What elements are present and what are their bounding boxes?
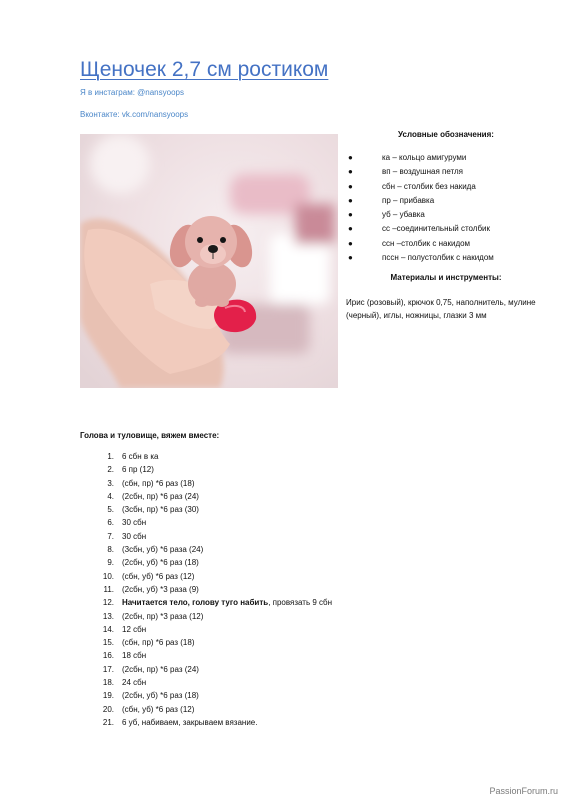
step-text: 30 сбн <box>122 531 147 541</box>
bullet-icon: ● <box>348 224 353 234</box>
step-text: (3сбн, пр) *6 раз (30) <box>122 505 199 515</box>
legend-item <box>346 194 546 208</box>
legend-item <box>346 151 546 165</box>
legend-item <box>346 208 546 222</box>
step-text: (2сбн, пр) *6 раз (24) <box>122 664 199 674</box>
step-text: 12 сбн <box>122 624 147 634</box>
instruction-step <box>96 649 332 662</box>
materials-heading: Материалы и инструменты: <box>390 273 502 283</box>
instruction-step <box>96 570 332 583</box>
step-number: 3. <box>107 478 114 488</box>
instruction-step <box>96 543 332 556</box>
instruction-step <box>96 463 332 476</box>
page-title[interactable]: Щеночек 2,7 см ростиком <box>80 58 329 81</box>
step-number: 2. <box>107 465 114 475</box>
step-text: (сбн, пр) *6 раз (18) <box>122 638 195 648</box>
step-number: 10. <box>102 571 114 581</box>
step-number: 1. <box>107 452 114 461</box>
instruction-step <box>96 516 332 529</box>
legend-item-text: пссн – полустолбик с накидом <box>382 253 494 263</box>
instruction-step <box>96 450 332 463</box>
step-text: (2сбн, уб) *6 раз (18) <box>122 691 199 701</box>
instruction-step <box>96 596 332 609</box>
legend-item-text: ссн –столбик с накидом <box>382 238 471 248</box>
instruction-step <box>96 503 332 516</box>
legend-item-text: пр – прибавка <box>382 195 435 205</box>
step-text: 6 сбн в ка <box>122 452 159 461</box>
step-number: 21. <box>102 717 114 727</box>
instruction-step <box>96 530 332 543</box>
step-text: 18 сбн <box>122 651 147 661</box>
bullet-icon: ● <box>348 210 353 220</box>
instruction-step <box>96 636 332 649</box>
bullet-icon: ● <box>348 253 353 263</box>
step-number: 15. <box>102 638 114 648</box>
instruction-step <box>96 663 332 676</box>
step-text: (сбн, уб) *6 раз (12) <box>122 704 195 714</box>
step-text: 6 пр (12) <box>122 465 154 475</box>
legend-item <box>346 222 546 236</box>
step-text: (2сбн, уб) *6 раз (18) <box>122 558 199 568</box>
step-number: 12. <box>102 598 114 608</box>
step-emphasis: Начитается тело, голову туго набить <box>122 598 269 608</box>
step-number: 6. <box>107 518 114 528</box>
legend-item-text: вп – воздушная петля <box>382 167 463 177</box>
step-number: 5. <box>107 505 114 515</box>
step-text: (сбн, пр) *6 раз (18) <box>122 478 195 488</box>
watermark: PassionForum.ru <box>489 786 558 796</box>
step-text: 30 сбн <box>122 518 147 528</box>
step-number: 13. <box>102 611 114 621</box>
instruction-step <box>96 556 332 569</box>
legend-item-text: уб – убавка <box>382 210 425 220</box>
legend-list <box>346 151 546 265</box>
step-text: (2сбн, пр) *3 раза (12) <box>122 611 204 621</box>
bullet-icon: ● <box>348 167 353 177</box>
step-number: 14. <box>102 624 114 634</box>
instruction-step <box>96 689 332 702</box>
step-number: 9. <box>107 558 114 568</box>
instruction-step <box>96 583 332 596</box>
legend-item-text: сс –соединительный столбик <box>382 224 491 234</box>
legend-heading: Условные обозначения: <box>398 130 494 139</box>
legend-item <box>346 180 546 194</box>
instruction-step <box>96 623 332 636</box>
step-number: 20. <box>102 704 114 714</box>
bullet-icon: ● <box>348 181 353 191</box>
step-text: (3сбн, уб) *6 раза (24) <box>122 545 204 555</box>
legend-item <box>346 165 546 179</box>
step-number: 7. <box>107 531 114 541</box>
step-number: 4. <box>107 491 114 501</box>
legend-item-text: ка – кольцо амигуруми <box>382 153 467 162</box>
puppy-photo <box>80 134 338 388</box>
step-number: 16. <box>102 651 114 661</box>
legend-item <box>346 251 546 265</box>
legend-item <box>346 237 546 251</box>
step-text: 6 уб, набиваем, закрываем вязание. <box>122 717 258 727</box>
step-number: 8. <box>107 545 114 555</box>
instagram-link[interactable]: Я в инстаграм: @nansyoops <box>80 88 184 97</box>
instruction-step <box>96 676 332 689</box>
step-text: , провязать 9 сбн <box>268 598 333 608</box>
instructions-list <box>96 450 332 729</box>
step-text: 24 сбн <box>122 678 147 688</box>
puppy-photo-illustration <box>80 134 338 388</box>
step-text: (2сбн, пр) *6 раз (24) <box>122 491 199 501</box>
instruction-step <box>96 716 332 729</box>
step-number: 18. <box>102 678 114 688</box>
instruction-step <box>96 477 332 490</box>
legend-panel <box>346 130 546 322</box>
instruction-step <box>96 703 332 716</box>
vk-link[interactable]: Вконтакте: vk.com/nansyoops <box>80 110 189 119</box>
instruction-step <box>96 610 332 623</box>
instructions-heading: Голова и туловище, вяжем вместе: <box>80 431 220 440</box>
step-number: 19. <box>102 691 114 701</box>
instruction-step <box>96 490 332 503</box>
step-number: 11. <box>103 584 114 594</box>
bullet-icon: ● <box>348 153 353 162</box>
bullet-icon: ● <box>348 195 353 205</box>
step-text: (2сбн, уб) *3 раза (9) <box>122 584 199 594</box>
legend-item-text: сбн – столбик без накида <box>382 181 476 191</box>
step-text: (сбн, уб) *6 раз (12) <box>122 571 195 581</box>
step-number: 17. <box>102 664 114 674</box>
materials-text: Ирис (розовый), крючок 0,75, наполнитель, мулине (черный), иглы, ножницы, глазки 3 мм <box>346 298 536 321</box>
bullet-icon: ● <box>348 238 353 248</box>
